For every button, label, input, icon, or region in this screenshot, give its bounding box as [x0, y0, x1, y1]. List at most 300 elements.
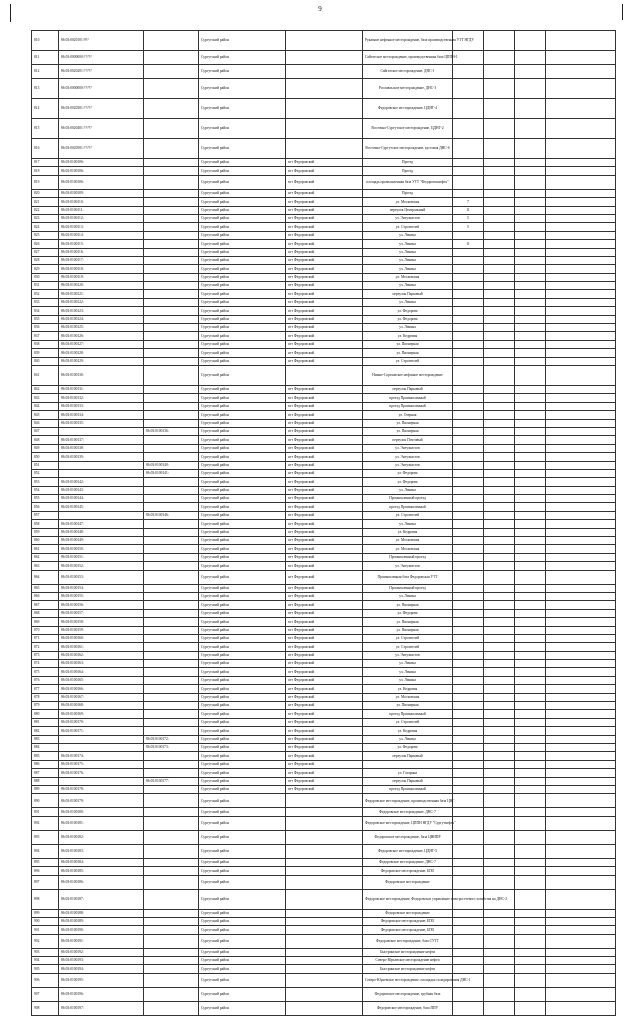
district-name: Сургутский район: [199, 436, 286, 444]
street-address: ул. Федорова: [363, 609, 453, 617]
object-code: 86:03:0020501:?????: [59, 139, 144, 159]
object-code: 86:03:0100183:: [59, 844, 144, 858]
district-name: Сургутский район: [199, 79, 286, 99]
unit-number: [515, 290, 546, 298]
building-number: [484, 119, 515, 139]
table-row: [32, 634, 616, 642]
cadastral-number: 86:03:0100177:: [144, 777, 199, 785]
street-address: ул. Энтузиастов: [363, 453, 453, 461]
object-code: 86:03:0100157:: [59, 609, 144, 617]
building-number: [484, 769, 515, 777]
extra-cell: [546, 282, 616, 290]
object-code: 86:03:0100189:: [59, 917, 144, 925]
settlement-name: пгт Федоровский: [286, 298, 363, 306]
extra-cell: [546, 159, 616, 167]
row-number: 884: [32, 744, 59, 752]
district-name: Сургутский район: [199, 528, 286, 536]
settlement-name: пгт Федоровский: [286, 777, 363, 785]
street-address: ул. Ленина: [363, 520, 453, 528]
cadastral-number: [144, 478, 199, 486]
ledger-sheet: [31, 30, 616, 1016]
extra-cell: [546, 584, 616, 592]
settlement-name: пгт Федоровский: [286, 718, 363, 726]
settlement-name: пгт Федоровский: [286, 752, 363, 760]
street-address: Проезд: [363, 189, 453, 197]
row-number: 831: [32, 282, 59, 290]
house-number: [453, 332, 484, 340]
address-ledger-table: [31, 30, 616, 1016]
table-row: [32, 349, 616, 357]
extra-cell: [546, 340, 616, 348]
district-name: Сургутский район: [199, 816, 286, 830]
table-row: [32, 357, 616, 365]
settlement-name: [286, 867, 363, 875]
table-row: [32, 777, 616, 785]
extra-cell: [546, 469, 616, 477]
cadastral-number: [144, 957, 199, 965]
district-name: Сургутский район: [199, 159, 286, 167]
extra-cell: [546, 844, 616, 858]
street-address: Быстринское месторождение нефти: [363, 948, 453, 956]
settlement-name: пгт Федоровский: [286, 357, 363, 365]
district-name: Сургутский район: [199, 676, 286, 684]
table-row: [32, 461, 616, 469]
row-number: 889: [32, 785, 59, 793]
table-row: [32, 189, 616, 197]
row-number: 843: [32, 394, 59, 402]
table-row: [32, 282, 616, 290]
extra-cell: [546, 609, 616, 617]
house-number: [453, 917, 484, 925]
row-number: 845: [32, 411, 59, 419]
house-number: [453, 427, 484, 435]
table-row: [32, 31, 616, 51]
settlement-name: пгт Федоровский: [286, 256, 363, 264]
object-code: 86:03:0100187:: [59, 889, 144, 909]
table-row: [32, 537, 616, 545]
building-number: [484, 643, 515, 651]
row-number: 814: [32, 99, 59, 119]
unit-number: [515, 99, 546, 119]
street-address: ул. Пионерная: [363, 601, 453, 609]
object-code: 86:03:0100186:: [59, 875, 144, 889]
unit-number: [515, 214, 546, 222]
street-address: проезд Промышленный: [363, 785, 453, 793]
extra-cell: [546, 189, 616, 197]
street-address: ул. Ленина: [363, 592, 453, 600]
extra-cell: [546, 503, 616, 511]
settlement-name: пгт Федоровский: [286, 436, 363, 444]
unit-number: [515, 402, 546, 410]
extra-cell: [546, 875, 616, 889]
street-address: Федоровское месторождение, БПО: [363, 867, 453, 875]
object-code: [59, 469, 144, 477]
unit-number: [515, 119, 546, 139]
district-name: Сургутский район: [199, 461, 286, 469]
cadastral-number: [144, 760, 199, 768]
building-number: [484, 139, 515, 159]
district-name: Сургутский район: [199, 385, 286, 393]
street-address: ул. Московская: [363, 198, 453, 206]
settlement-name: пгт Федоровский: [286, 307, 363, 315]
unit-number: [515, 752, 546, 760]
object-code: 86:03:0100178:: [59, 785, 144, 793]
cadastral-number: [144, 444, 199, 452]
district-name: Сургутский район: [199, 206, 286, 214]
table-row: [32, 545, 616, 553]
street-address: Северо-Юрьевское месторождение нефти: [363, 957, 453, 965]
object-code: 86:03:0100122:: [59, 298, 144, 306]
row-number: 812: [32, 65, 59, 79]
object-code: 86:03:0100170:: [59, 718, 144, 726]
house-number: [453, 256, 484, 264]
object-code: 86:03:0100129:: [59, 357, 144, 365]
cadastral-number: [144, 668, 199, 676]
building-number: [484, 453, 515, 461]
house-number: [453, 444, 484, 452]
district-name: Сургутский район: [199, 332, 286, 340]
object-code: 86:03:0100138:: [59, 444, 144, 452]
table-row: [32, 668, 616, 676]
building-number: [484, 668, 515, 676]
street-address: Федоровское месторождение: [363, 909, 453, 917]
district-name: Сургутский район: [199, 744, 286, 752]
extra-cell: [546, 1001, 616, 1015]
street-address: Сайгатское месторождение, производственная база ЦППН-1: [363, 51, 453, 65]
cadastral-number: [144, 844, 199, 858]
house-number: [453, 248, 484, 256]
settlement-name: пгт Федоровский: [286, 545, 363, 553]
unit-number: [515, 349, 546, 357]
settlement-name: пгт Федоровский: [286, 273, 363, 281]
table-row: [32, 816, 616, 830]
extra-cell: [546, 167, 616, 175]
row-number: 906: [32, 973, 59, 987]
row-number: 903: [32, 948, 59, 956]
house-number: [453, 1001, 484, 1015]
table-row: [32, 453, 616, 461]
district-name: Сургутский район: [199, 794, 286, 808]
row-number: 905: [32, 965, 59, 973]
cadastral-number: [144, 592, 199, 600]
extra-cell: [546, 735, 616, 743]
building-number: [484, 231, 515, 239]
row-number: 833: [32, 298, 59, 306]
unit-number: [515, 365, 546, 385]
building-number: [484, 256, 515, 264]
object-code: 86:03:0100153:: [59, 570, 144, 584]
unit-number: [515, 760, 546, 768]
house-number: [453, 175, 484, 189]
row-number: 882: [32, 727, 59, 735]
building-number: [484, 486, 515, 494]
house-number: [453, 537, 484, 545]
unit-number: [515, 562, 546, 570]
object-code: 86:03:0100195:: [59, 973, 144, 987]
district-name: Сургутский район: [199, 867, 286, 875]
house-number: 11: [453, 206, 484, 214]
house-number: [453, 987, 484, 1001]
row-number: 900: [32, 917, 59, 925]
extra-cell: [546, 528, 616, 536]
extra-cell: [546, 626, 616, 634]
district-name: Сургутский район: [199, 469, 286, 477]
object-code: 86:03:0100165:: [59, 676, 144, 684]
building-number: [484, 298, 515, 306]
settlement-name: пгт Федоровский: [286, 167, 363, 175]
object-code: 86:03:0100137:: [59, 436, 144, 444]
extra-cell: [546, 265, 616, 273]
extra-cell: [546, 31, 616, 51]
house-number: [453, 520, 484, 528]
unit-number: [515, 735, 546, 743]
row-number: 857: [32, 511, 59, 519]
extra-cell: [546, 478, 616, 486]
settlement-name: [286, 973, 363, 987]
house-number: [453, 926, 484, 934]
cadastral-number: [144, 830, 199, 844]
house-number: [453, 385, 484, 393]
table-row: [32, 769, 616, 777]
table-row: [32, 265, 616, 273]
table-row: [32, 503, 616, 511]
extra-cell: [546, 693, 616, 701]
row-number: 883: [32, 735, 59, 743]
street-address: Сайгатское месторождение, ДНС-1: [363, 65, 453, 79]
unit-number: [515, 175, 546, 189]
extra-cell: [546, 760, 616, 768]
cadastral-number: [144, 248, 199, 256]
extra-cell: [546, 290, 616, 298]
district-name: Сургутский район: [199, 214, 286, 222]
unit-number: [515, 528, 546, 536]
district-name: Сургутский район: [199, 785, 286, 793]
cadastral-number: [144, 875, 199, 889]
house-number: [453, 965, 484, 973]
building-number: [484, 385, 515, 393]
building-number: [484, 830, 515, 844]
street-address: Федоровское месторождение, трубная база: [363, 987, 453, 1001]
object-code: 86:03:0100147:: [59, 520, 144, 528]
building-number: [484, 273, 515, 281]
extra-cell: [546, 79, 616, 99]
settlement-name: [286, 875, 363, 889]
unit-number: [515, 794, 546, 808]
unit-number: [515, 875, 546, 889]
building-number: [484, 660, 515, 668]
table-row: [32, 248, 616, 256]
district-name: Сургутский район: [199, 31, 286, 51]
row-number: 859: [32, 528, 59, 536]
district-name: Сургутский район: [199, 545, 286, 553]
settlement-name: [286, 957, 363, 965]
cadastral-number: [144, 718, 199, 726]
row-number: 891: [32, 808, 59, 816]
row-number: 874: [32, 660, 59, 668]
building-number: [484, 167, 515, 175]
row-number: 828: [32, 256, 59, 264]
row-number: 850: [32, 453, 59, 461]
street-address: ул. Энтузиастов: [363, 444, 453, 452]
row-number: 852: [32, 469, 59, 477]
unit-number: [515, 618, 546, 626]
house-number: [453, 349, 484, 357]
object-code: 86:03:0100131:: [59, 385, 144, 393]
settlement-name: пгт Федоровский: [286, 159, 363, 167]
object-code: 86:03:0100133:: [59, 402, 144, 410]
district-name: Сургутский район: [199, 511, 286, 519]
house-number: [453, 324, 484, 332]
settlement-name: [286, 79, 363, 99]
house-number: 7: [453, 198, 484, 206]
settlement-name: пгт Федоровский: [286, 785, 363, 793]
settlement-name: [286, 816, 363, 830]
building-number: [484, 909, 515, 917]
row-number: 866: [32, 592, 59, 600]
table-row: [32, 710, 616, 718]
table-row: [32, 685, 616, 693]
house-number: [453, 668, 484, 676]
settlement-name: пгт Федоровский: [286, 676, 363, 684]
settlement-name: пгт Федоровский: [286, 486, 363, 494]
street-address: ул. Кедровая: [363, 528, 453, 536]
object-code: 86:03:0100127:: [59, 340, 144, 348]
extra-cell: [546, 520, 616, 528]
house-number: [453, 461, 484, 469]
unit-number: [515, 478, 546, 486]
district-name: Сургутский район: [199, 584, 286, 592]
object-code: 86:03:0100117:: [59, 256, 144, 264]
unit-number: [515, 830, 546, 844]
district-name: Сургутский район: [199, 718, 286, 726]
cadastral-number: [144, 660, 199, 668]
cadastral-number: [144, 769, 199, 777]
district-name: Сургутский район: [199, 948, 286, 956]
house-number: [453, 752, 484, 760]
extra-cell: [546, 643, 616, 651]
building-number: [484, 495, 515, 503]
row-number: 870: [32, 626, 59, 634]
street-address: Нижне-Сортымское нефтяное месторождение: [363, 365, 453, 385]
extra-cell: [546, 934, 616, 948]
building-number: [484, 553, 515, 561]
building-number: [484, 537, 515, 545]
cadastral-number: [144, 867, 199, 875]
unit-number: [515, 436, 546, 444]
table-row: [32, 934, 616, 948]
street-address: переулок Парковый: [363, 385, 453, 393]
unit-number: [515, 909, 546, 917]
cadastral-number: [144, 198, 199, 206]
settlement-name: пгт Федоровский: [286, 693, 363, 701]
table-row: [32, 592, 616, 600]
table-row: [32, 844, 616, 858]
extra-cell: [546, 769, 616, 777]
object-code: 86:03:0100168:: [59, 702, 144, 710]
house-number: [453, 634, 484, 642]
extra-cell: [546, 365, 616, 385]
table-row: [32, 159, 616, 167]
district-name: Сургутский район: [199, 503, 286, 511]
settlement-name: пгт Федоровский: [286, 618, 363, 626]
building-number: [484, 562, 515, 570]
settlement-name: пгт Федоровский: [286, 570, 363, 584]
unit-number: [515, 710, 546, 718]
cadastral-number: [144, 889, 199, 909]
extra-cell: [546, 411, 616, 419]
district-name: Сургутский район: [199, 570, 286, 584]
cadastral-number: [144, 231, 199, 239]
object-code: 86:03:0100113:: [59, 223, 144, 231]
building-number: [484, 973, 515, 987]
settlement-name: пгт Федоровский: [286, 240, 363, 248]
cadastral-number: [144, 402, 199, 410]
row-number: 908: [32, 1001, 59, 1015]
object-code: 86:03:0100109:: [59, 189, 144, 197]
row-number: 901: [32, 926, 59, 934]
street-address: ул. Строителей: [363, 643, 453, 651]
cadastral-number: [144, 584, 199, 592]
row-number: 849: [32, 444, 59, 452]
unit-number: [515, 65, 546, 79]
house-number: [453, 957, 484, 965]
table-row: [32, 808, 616, 816]
cadastral-number: [144, 65, 199, 79]
object-code: 86:03:0100162:: [59, 651, 144, 659]
object-code: 86:03:0100106:: [59, 159, 144, 167]
table-row: [32, 79, 616, 99]
object-code: 86:03:0100161:: [59, 643, 144, 651]
row-number: 869: [32, 618, 59, 626]
cadastral-number: [144, 609, 199, 617]
district-name: Сургутский район: [199, 875, 286, 889]
extra-cell: [546, 867, 616, 875]
street-address: Промышленная база Федоровская УТТ: [363, 570, 453, 584]
extra-cell: [546, 223, 616, 231]
extra-cell: [546, 830, 616, 844]
building-number: [484, 609, 515, 617]
row-number: 861: [32, 545, 59, 553]
settlement-name: пгт Федоровский: [286, 727, 363, 735]
street-address: переулок Парковый: [363, 752, 453, 760]
row-number: 842: [32, 385, 59, 393]
house-number: [453, 298, 484, 306]
settlement-name: пгт Федоровский: [286, 402, 363, 410]
cadastral-number: [144, 240, 199, 248]
settlement-name: пгт Федоровский: [286, 528, 363, 536]
settlement-name: пгт Федоровский: [286, 411, 363, 419]
district-name: Сургутский район: [199, 553, 286, 561]
unit-number: [515, 520, 546, 528]
building-number: [484, 427, 515, 435]
object-code: 86:03:0100106:: [59, 167, 144, 175]
house-number: 5: [453, 223, 484, 231]
table-row: [32, 256, 616, 264]
unit-number: [515, 651, 546, 659]
object-code: 86:03:0100184:: [59, 858, 144, 866]
street-address: ул. Пионерная: [363, 419, 453, 427]
district-name: Сургутский район: [199, 934, 286, 948]
table-row: [32, 727, 616, 735]
building-number: [484, 785, 515, 793]
object-code: 86:03:0100166:: [59, 685, 144, 693]
district-name: Сургутский район: [199, 844, 286, 858]
table-row: [32, 618, 616, 626]
settlement-name: пгт Федоровский: [286, 206, 363, 214]
district-name: Сургутский район: [199, 618, 286, 626]
table-row: [32, 718, 616, 726]
district-name: Сургутский район: [199, 808, 286, 816]
